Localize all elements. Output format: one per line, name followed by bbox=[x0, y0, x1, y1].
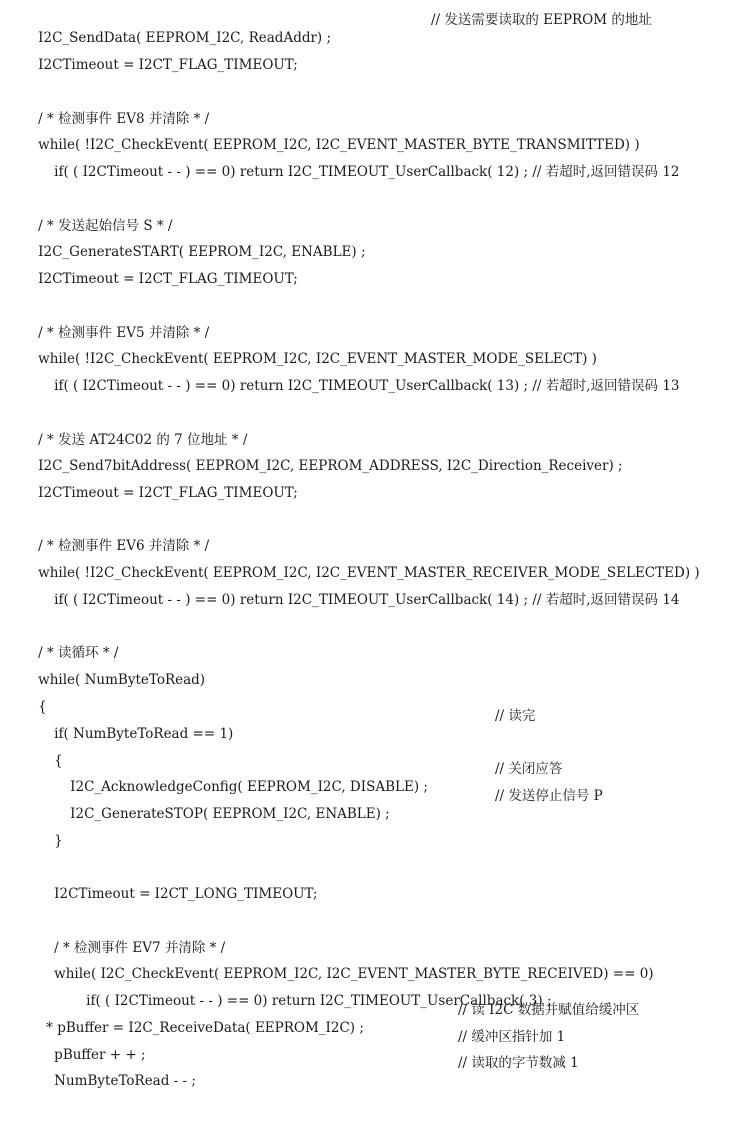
code-line bbox=[21, 118, 640, 153]
code-text: while( !I2C_CheckEvent( EEPROM_I2C, I2C_EVENT_MASTER_MODE_SELECT) ) bbox=[38, 351, 597, 367]
code-text: if( ( I2CTimeout - - ) == 0) return I2C_TIMEOUT_UserCallback( 14) ; // 若超时,返回错误码 14 bbox=[54, 592, 680, 608]
code-comment: // 缓冲区指针加 1 bbox=[458, 1029, 566, 1045]
code-comment: / * 发送起始信号 S * / bbox=[38, 218, 173, 234]
code-line bbox=[21, 252, 298, 287]
code-line bbox=[37, 573, 680, 608]
code-comment: / * 检测事件 EV6 并清除 * / bbox=[38, 538, 210, 554]
code-line bbox=[21, 439, 623, 474]
code-text: I2C_GenerateSTART( EEPROM_I2C, ENABLE) ; bbox=[38, 244, 366, 260]
code-text: while( !I2C_CheckEvent( EEPROM_I2C, I2C_EVENT_MASTER_RECEIVER_MODE_SELECTED) ) bbox=[38, 565, 700, 581]
code-line bbox=[21, 199, 173, 234]
code-comment: // 关闭应答 bbox=[495, 761, 563, 777]
code-text: while( !I2C_CheckEvent( EEPROM_I2C, I2C_EVENT_MASTER_BYTE_TRANSMITTED) ) bbox=[38, 137, 640, 153]
code-text: * pBuffer = I2C_ReceiveData( EEPROM_I2C) ; bbox=[46, 1020, 364, 1036]
code-comment: / * 检测事件 EV5 并清除 * / bbox=[38, 325, 210, 341]
code-line bbox=[21, 413, 248, 448]
code-brace: { bbox=[38, 699, 47, 715]
code-comment: // 读取的字节数减 1 bbox=[458, 1055, 579, 1071]
code-line bbox=[21, 546, 700, 581]
code-text: while( I2C_CheckEvent( EEPROM_I2C, I2C_EVENT_MASTER_BYTE_RECEIVED) == 0) bbox=[54, 966, 654, 982]
code-comment: // 读完 bbox=[495, 708, 536, 724]
code-text: I2C_SendData( EEPROM_I2C, ReadAddr) ; bbox=[38, 30, 332, 46]
code-line bbox=[21, 38, 298, 73]
code-text: if( ( I2CTimeout - - ) == 0) return I2C_TIMEOUT_UserCallback( 12) ; // 若超时,返回错误码 12 bbox=[54, 164, 680, 180]
code-line bbox=[37, 734, 63, 769]
code-text: I2CTimeout = I2CT_FLAG_TIMEOUT; bbox=[38, 271, 298, 287]
code-line bbox=[21, 332, 597, 367]
code-line bbox=[37, 359, 680, 394]
code-text: while( NumByteToRead) bbox=[38, 672, 206, 688]
code-comment: // 发送停止信号 P bbox=[495, 788, 603, 804]
code-text: NumByteToRead - - ; bbox=[54, 1073, 196, 1089]
code-text: pBuffer + + ; bbox=[54, 1047, 146, 1063]
code-line bbox=[37, 145, 680, 180]
code-line bbox=[37, 1054, 579, 1089]
code-line bbox=[21, 306, 210, 341]
code-text: I2CTimeout = I2CT_LONG_TIMEOUT; bbox=[54, 886, 318, 902]
code-text: I2C_AcknowledgeConfig( EEPROM_I2C, DISABLE) ; bbox=[70, 779, 428, 795]
code-line bbox=[37, 947, 654, 982]
code-line bbox=[21, 519, 210, 554]
code-line bbox=[69, 974, 552, 1009]
code-line bbox=[37, 867, 318, 902]
code-line bbox=[21, 653, 206, 688]
code-text: I2CTimeout = I2CT_FLAG_TIMEOUT; bbox=[38, 57, 298, 73]
code-line bbox=[37, 707, 536, 742]
code-comment: / * 检测事件 EV8 并清除 * / bbox=[38, 111, 210, 127]
code-comment: // 读 I2C 数据并赋值给缓冲区 bbox=[458, 1002, 640, 1018]
code-line bbox=[21, 680, 47, 715]
code-line bbox=[21, 92, 210, 127]
code-line bbox=[37, 814, 63, 849]
code-comment: / * 检测事件 EV7 并清除 * / bbox=[54, 940, 226, 956]
code-text: I2CTimeout = I2CT_FLAG_TIMEOUT; bbox=[38, 485, 298, 501]
code-line bbox=[53, 760, 563, 795]
code-text: if( NumByteToRead == 1) bbox=[54, 726, 234, 742]
code-text: if( ( I2CTimeout - - ) == 0) return I2C_TIMEOUT_UserCallback( 13) ; // 若超时,返回错误码 13 bbox=[54, 378, 680, 394]
code-comment: // 发送需要读取的 EEPROM 的地址 bbox=[431, 12, 652, 28]
code-comment: / * 读循环 * / bbox=[38, 645, 119, 661]
code-line bbox=[21, 11, 652, 46]
code-comment: / * 发送 AT24C02 的 7 位地址 * / bbox=[38, 432, 248, 448]
code-text: I2C_Send7bitAddress( EEPROM_I2C, EEPROM_ADDRESS, I2C_Direction_Receiver) ; bbox=[38, 458, 623, 474]
code-line bbox=[37, 921, 226, 956]
code-line bbox=[21, 626, 119, 661]
code-brace: { bbox=[54, 753, 63, 769]
code-text: if( ( I2CTimeout - - ) == 0) return I2C_TIMEOUT_UserCallback( 3) ; bbox=[86, 993, 552, 1009]
code-line bbox=[21, 466, 298, 501]
code-line bbox=[21, 225, 366, 260]
code-text: I2C_GenerateSTOP( EEPROM_I2C, ENABLE) ; bbox=[70, 806, 390, 822]
code-brace: } bbox=[54, 833, 63, 849]
